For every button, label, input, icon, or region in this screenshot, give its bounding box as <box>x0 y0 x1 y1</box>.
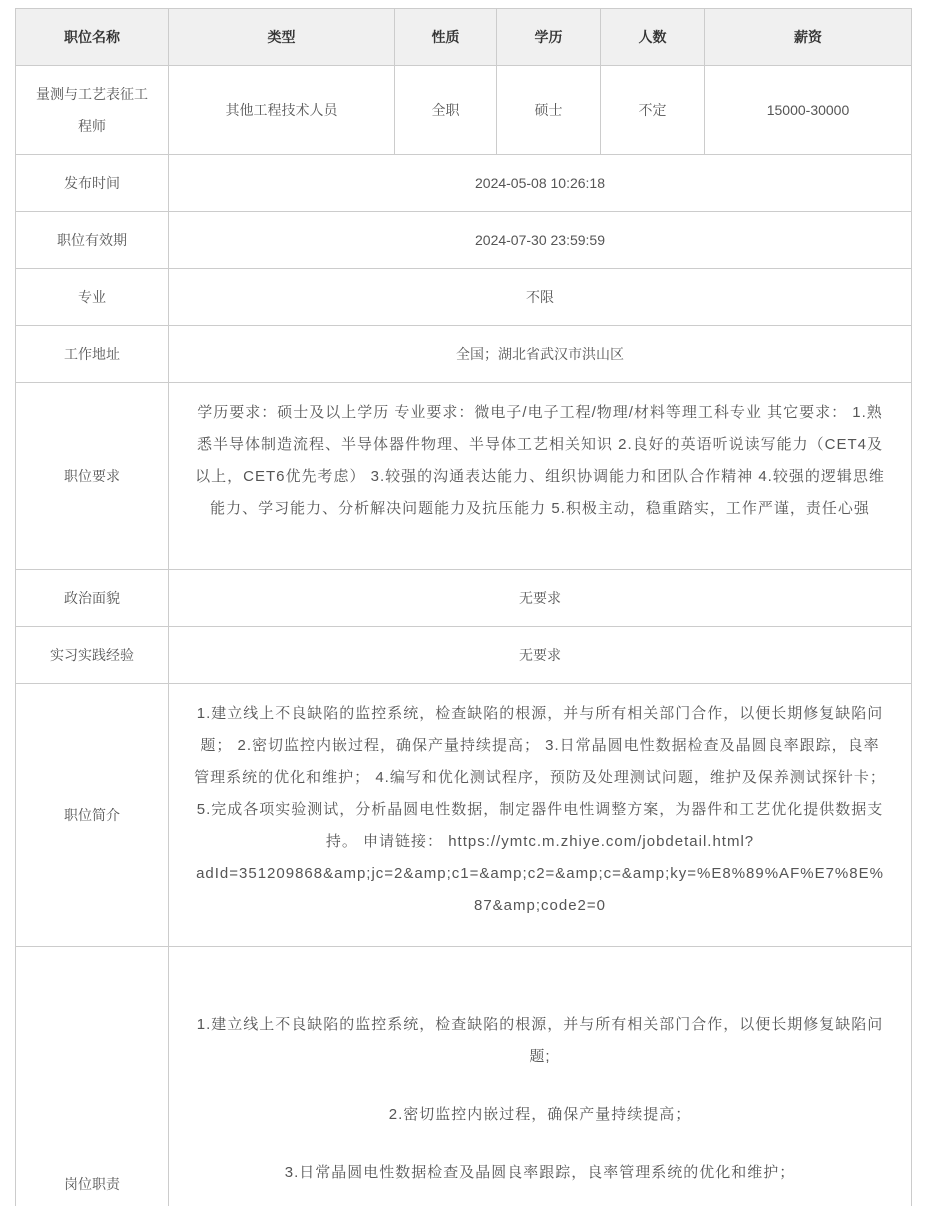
column-header-type: 类型 <box>169 9 395 66</box>
row-value: 无要求 <box>169 570 912 627</box>
job-type: 其他工程技术人员 <box>169 66 395 155</box>
row-value: 全国；湖北省武汉市洪山区 <box>169 326 912 383</box>
job-name: 量测与工艺表征工程师 <box>16 66 169 155</box>
job-headcount: 不定 <box>601 66 705 155</box>
duty-paragraphs <box>193 959 887 1189</box>
table-row-internship-experience <box>16 627 912 684</box>
row-label: 工作地址 <box>16 326 169 383</box>
job-summary-row <box>16 66 912 155</box>
row-label: 职位简介 <box>16 684 169 947</box>
duty-paragraph: 2.密切监控内嵌过程，确保产量持续提高； <box>388 1106 692 1123</box>
table-row-publish-time <box>16 155 912 212</box>
row-label: 岗位职责 <box>16 947 169 1206</box>
row-value: 1.建立线上不良缺陷的监控系统，检查缺陷的根源，并与所有相关部门合作，以便长期修复缺陷问题； 2.密切监控内嵌过程，确保产量持续提高； 3.日常晶圆电性数据检查及晶圆良率跟踪，良率管理系统的优化和维护； 4.编写和优化测试程序，预防及处理测试问题，维护及保养测试探针卡； 5.完成各项实验测试，分析晶圆电性数据，制定器件电性调整方案，为器件和工艺优化提供数据支持。 申请链接： https://ymtc.m.zhiye.com/jobdetail.html?adId=351209868&amp;jc=2&amp;c1=&amp;c2=&amp;c=&amp;ky=%E8%89%AF%E7%8E%87&amp;code2=0 <box>169 684 912 947</box>
row-value: 不限 <box>169 269 912 326</box>
job-detail-table <box>15 8 912 1206</box>
column-header-position-name: 职位名称 <box>16 9 169 66</box>
row-value: 2024-05-08 10:26:18 <box>169 155 912 212</box>
table-row-work-address <box>16 326 912 383</box>
column-header-nature: 性质 <box>395 9 497 66</box>
row-value: 无要求 <box>169 627 912 684</box>
job-salary: 15000-30000 <box>705 66 912 155</box>
job-nature: 全职 <box>395 66 497 155</box>
row-value: 2024-07-30 23:59:59 <box>169 212 912 269</box>
row-label: 职位有效期 <box>16 212 169 269</box>
column-header-headcount: 人数 <box>601 9 705 66</box>
column-header-education: 学历 <box>497 9 601 66</box>
table-row-political-status <box>16 570 912 627</box>
row-value: 学历要求：硕士及以上学历 专业要求：微电子/电子工程/物理/材料等理工科专业 其它要求： 1.熟悉半导体制造流程、半导体器件物理、半导体工艺相关知识 2.良好的英语听说读写能力（CET4及以上，CET6优先考虑） 3.较强的沟通表达能力、组织协调能力和团队合作精神 4.较强的逻辑思维能力、学习能力、分析解决问题能力及抗压能力 5.积极主动，稳重踏实，工作严谨，责任心强 <box>169 383 912 570</box>
row-label: 发布时间 <box>16 155 169 212</box>
table-row-job-requirements <box>16 383 912 570</box>
header-row <box>16 9 912 66</box>
duty-paragraph: 1.建立线上不良缺陷的监控系统，检查缺陷的根源，并与所有相关部门合作，以便长期修复缺陷问题; <box>196 1016 884 1065</box>
row-label: 实习实践经验 <box>16 627 169 684</box>
table-row-job-duties <box>16 947 912 1206</box>
duty-paragraph: 3.日常晶圆电性数据检查及晶圆良率跟踪，良率管理系统的优化和维护； <box>284 1164 796 1181</box>
row-value <box>169 947 912 1206</box>
table-row-major <box>16 269 912 326</box>
row-label: 职位要求 <box>16 383 169 570</box>
job-education: 硕士 <box>497 66 601 155</box>
row-label: 政治面貌 <box>16 570 169 627</box>
column-header-salary: 薪资 <box>705 9 912 66</box>
table-row-validity-period <box>16 212 912 269</box>
row-label: 专业 <box>16 269 169 326</box>
table-row-job-introduction <box>16 684 912 947</box>
